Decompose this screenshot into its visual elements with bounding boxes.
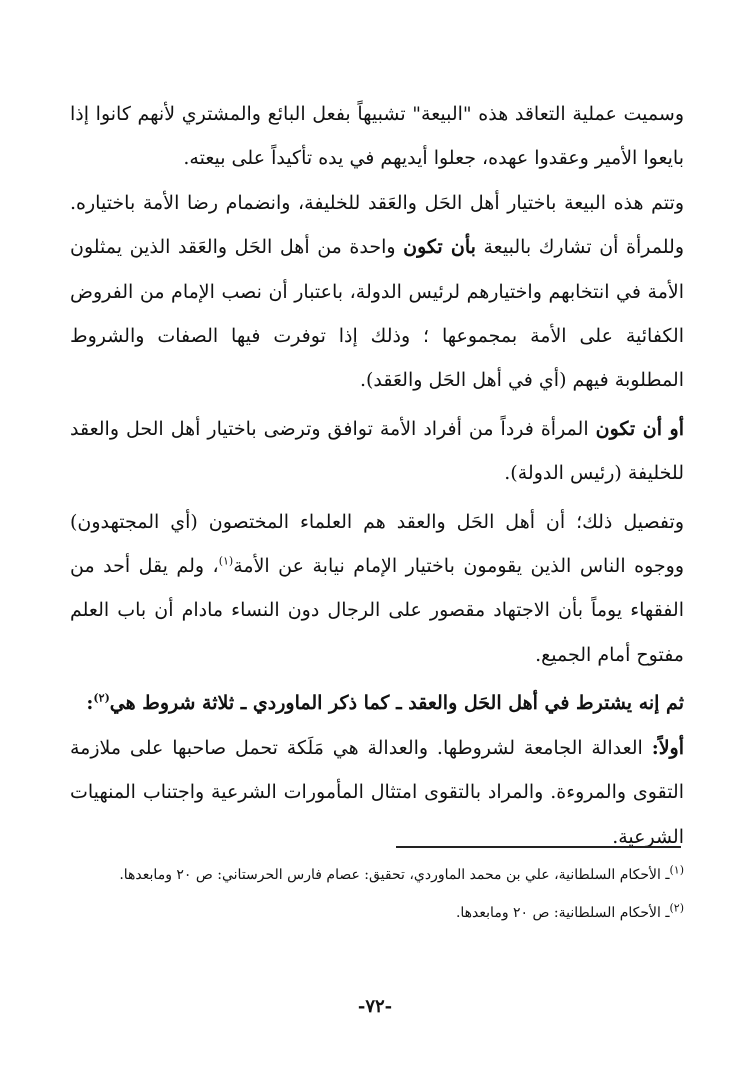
main-text xyxy=(70,92,684,859)
paragraph-5 xyxy=(70,681,684,725)
paragraph-5-text: ثم إنه يشترط في أهل الحَل والعقد ـ كما ذكر الماوردي ـ ثلاثة شروط هي xyxy=(109,692,684,715)
paragraph-2-text-b: واحدة من أهل الحَل والعَقد الذين يمثلون الأمة في انتخابهم واختيارهم لرئيس الدولة، باعتبار أن نصب الإمام من الفروض الكفائية على الأمة بمجموعها ؛ وذلك إذا توفرت فيها الصفات والشروط المطلوبة فيهم (أي في أهل الحَل والعَقد). xyxy=(70,236,684,392)
footnote-ref-1: (١) xyxy=(218,554,234,568)
paragraph-4-text-b: ، ولم يقل أحد من الفقهاء يوماً بأن الاجتهاد مقصور على الرجال دون النساء مادام أن باب العلم مفتوح أمام الجميع. xyxy=(70,555,684,666)
page-number: -٧٢- xyxy=(357,996,393,1017)
footnote-1 xyxy=(70,856,684,894)
paragraph-5-colon: : xyxy=(86,692,94,715)
footnote-2 xyxy=(70,894,684,932)
footnote-2-text: ـ الأحكام السلطانية: ص ٢٠ ومابعدها. xyxy=(455,905,670,921)
paragraph-6-bold: أولاً: xyxy=(651,736,684,759)
paragraph-4-text-a: وتفصيل ذلك؛ أن أهل الحَل والعقد هم العلماء المختصون (أي المجتهدون) ووجوه الناس الذين يقومون باختيار الإمام نيابة عن الأمة xyxy=(70,510,684,578)
paragraph-2 xyxy=(70,181,684,403)
footnote-1-marker: (١) xyxy=(669,863,684,877)
paragraph-3 xyxy=(70,407,684,496)
paragraph-4 xyxy=(70,500,684,678)
footnote-divider xyxy=(396,846,681,848)
paragraph-6-text: العدالة الجامعة لشروطها. والعدالة هي مَلَكة تحمل صاحبها على ملازمة التقوى والمروءة. والمراد بالتقوى امتثال المأمورات الشرعية واجتناب المنهيات الشرعية. xyxy=(70,736,684,848)
footnote-ref-2: (٢) xyxy=(93,691,110,705)
paragraph-2-text-a: وتتم هذه البيعة باختيار أهل الحَل والعَقد للخليفة، وانضمام رضا الأمة باختياره. وللمرأة أن تشارك بالبيعة xyxy=(70,191,684,259)
paragraph-3-text: المرأة فرداً من أفراد الأمة توافق وترضى باختيار أهل الحل والعقد للخليفة (رئيس الدولة). xyxy=(70,417,684,485)
footnote-2-marker: (٢) xyxy=(669,901,684,915)
paragraph-3-bold: أو أن تكون xyxy=(595,417,685,440)
paragraph-1 xyxy=(70,92,684,181)
footnote-1-text: ـ الأحكام السلطانية، علي بن محمد الماوردي، تحقيق: عصام فارس الحرستاني: ص ٢٠ ومابعدها. xyxy=(119,867,670,883)
paragraph-6 xyxy=(70,726,684,859)
paragraph-1-text: وسميت عملية التعاقد هذه "البيعة" تشبيهاً بفعل البائع والمشتري لأنهم كانوا إذا بايعوا الأمير وعقدوا عهده، جعلوا أيديهم في يده تأكيداً على بيعته. xyxy=(70,103,684,170)
footnotes xyxy=(70,856,684,932)
paragraph-2-bold: بأن تكون xyxy=(403,236,476,259)
